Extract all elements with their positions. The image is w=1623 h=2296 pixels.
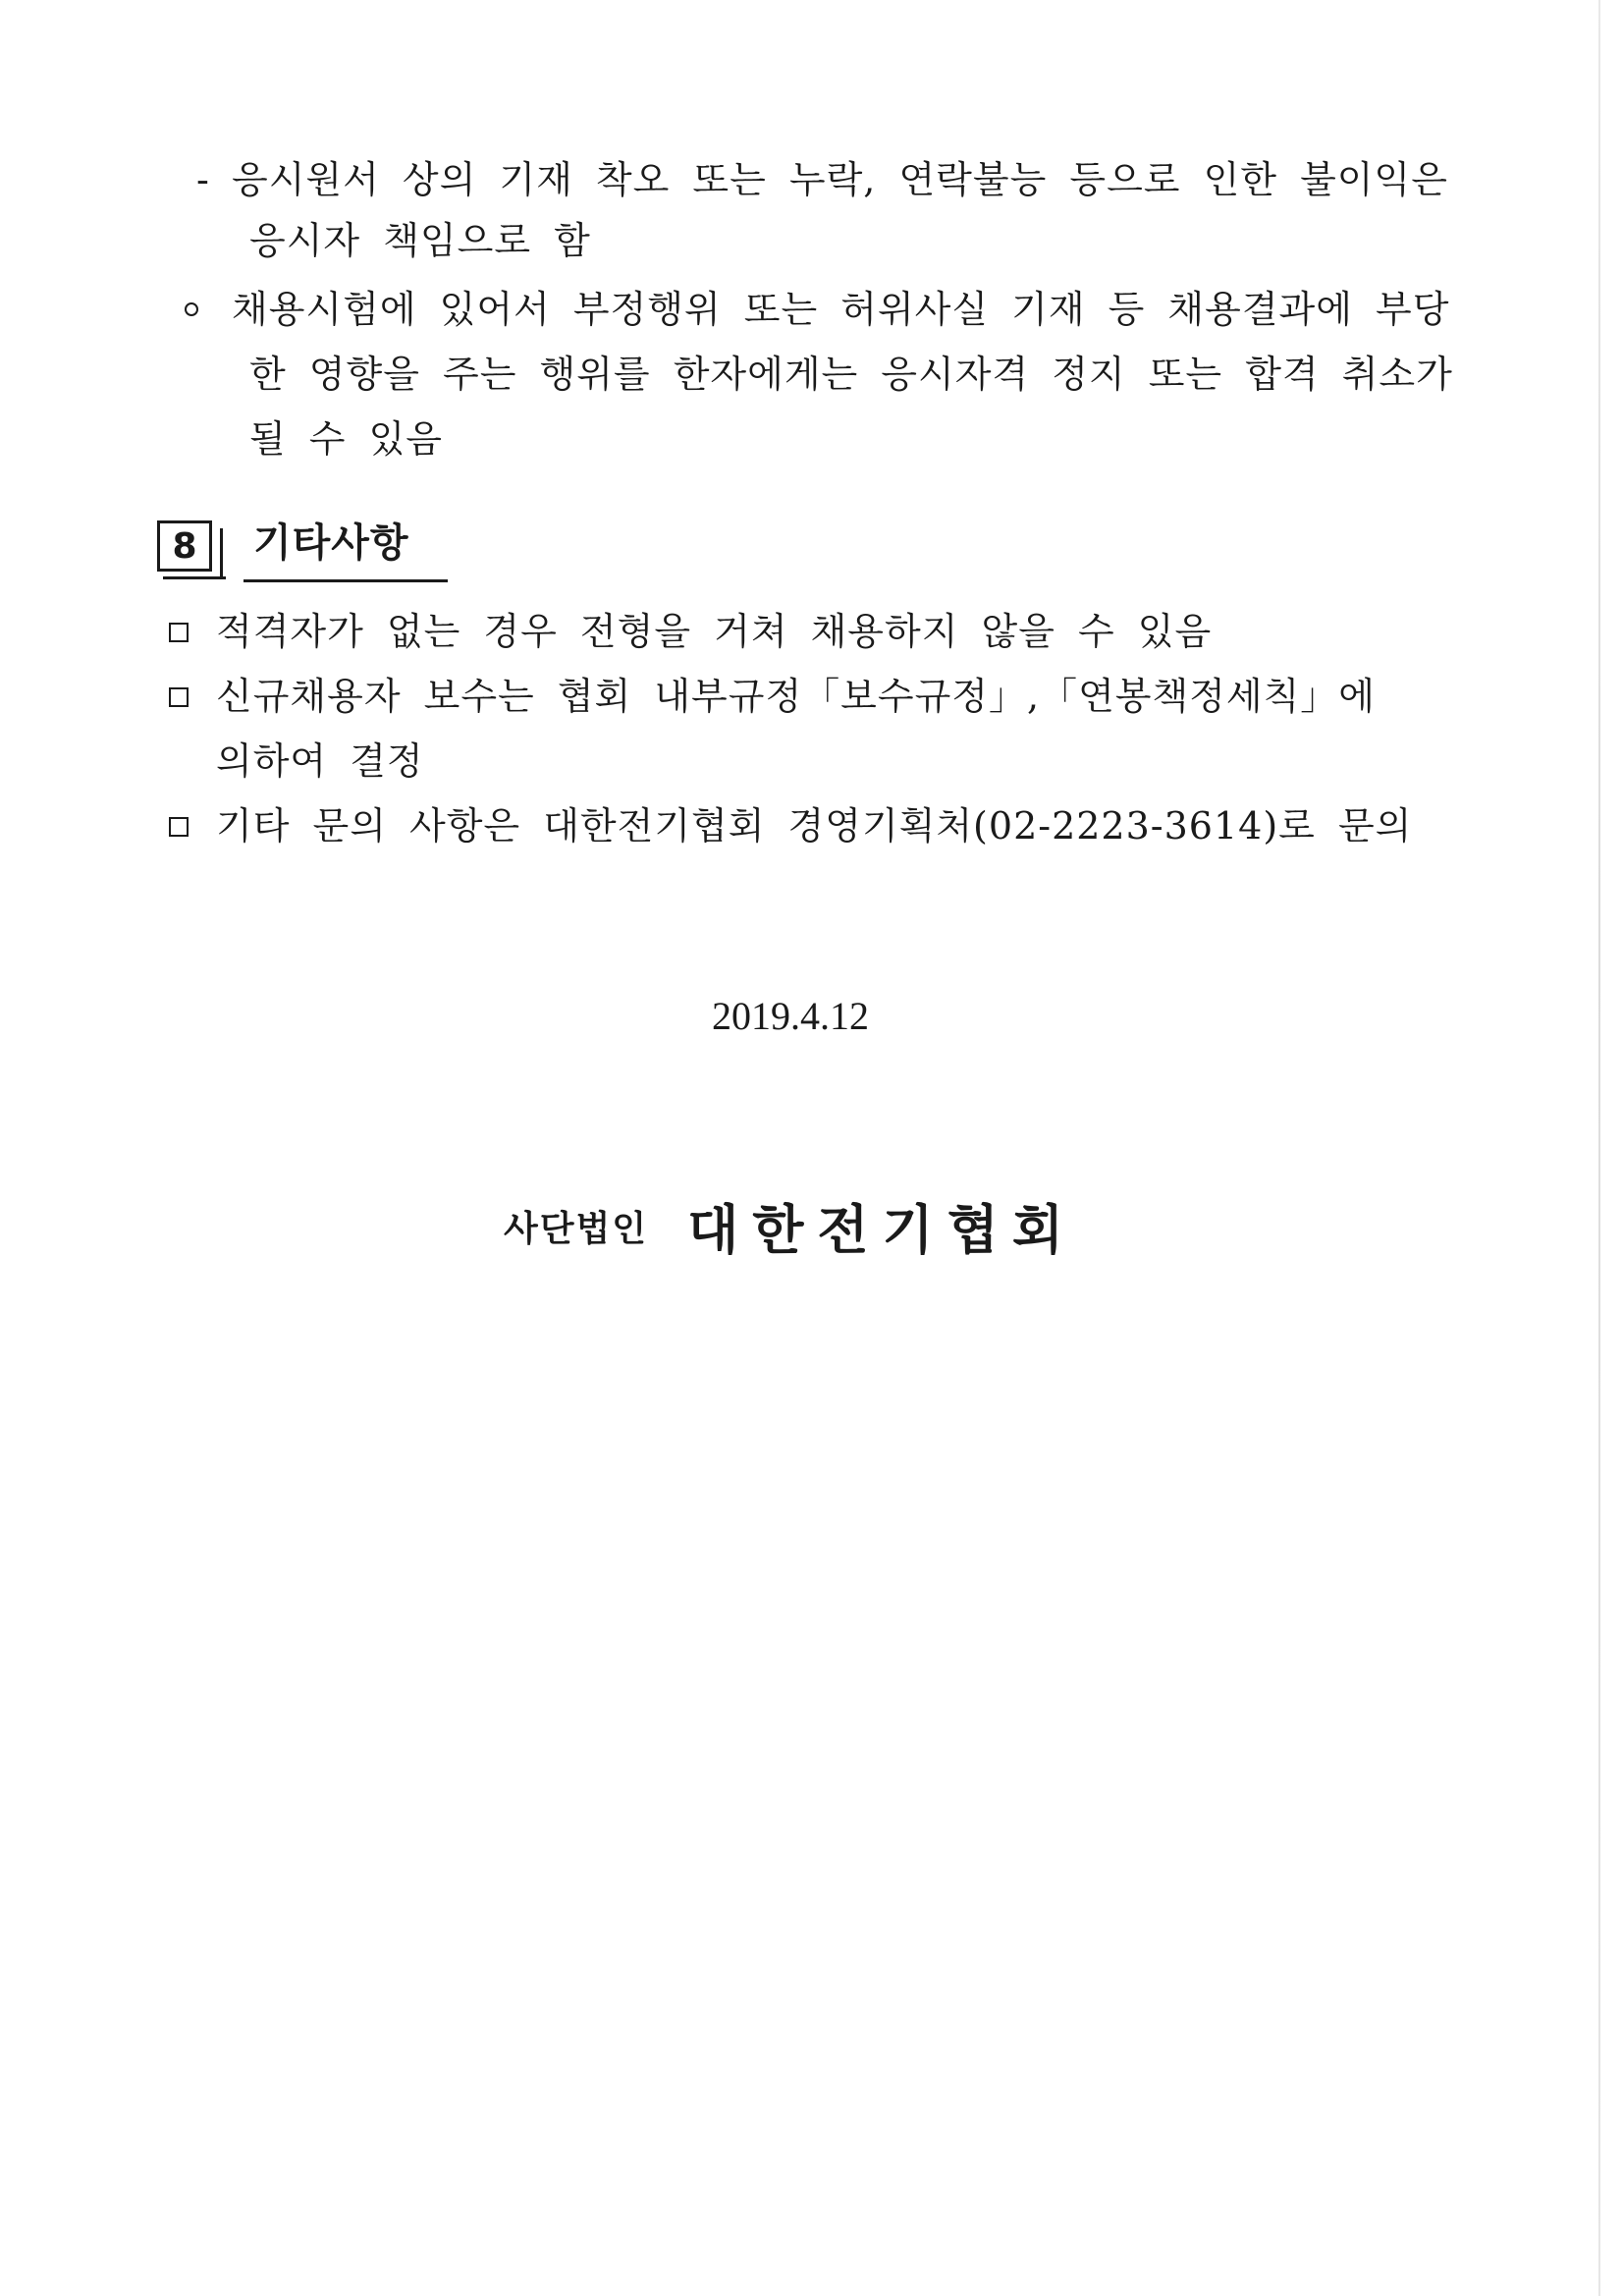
square-bullet-icon: [169, 817, 189, 837]
section-title: 기타사항: [253, 520, 409, 566]
circle-item-line-1: 채용시험에 있어서 부정행위 또는 허위사실 기재 등 채용결과에 부당: [232, 288, 1450, 331]
square-bullet-icon: [169, 687, 189, 707]
dash-marker: -: [196, 158, 209, 201]
section8-item-2-line-1: 신규채용자 보수는 협회 내부규정「보수규정」,「연봉책정세칙」에: [216, 675, 1377, 718]
dash-item-line-2: 응시자 책임으로 함: [249, 219, 591, 262]
document-date: 2019.4.12: [712, 994, 869, 1038]
section8-item-3-line-1: 기타 문의 사항은 대한전기협회 경영기획처(02-2223-3614)로 문의: [216, 804, 1413, 847]
circle-item-line-3: 될 수 있음: [249, 417, 443, 461]
section8-item-2-line-2: 의하여 결정: [216, 739, 424, 783]
section-title-underline: [243, 579, 448, 582]
organization-prefix: 사단법인: [503, 1209, 649, 1249]
section-number-shadow-bottom: [163, 574, 226, 579]
square-bullet-icon: [169, 623, 189, 642]
dash-item-line-1: 응시원서 상의 기재 착오 또는 누락, 연락불능 등으로 인한 불이익은: [232, 158, 1448, 201]
section8-item-1-line-1: 적격자가 없는 경우 전형을 거쳐 채용하지 않을 수 있음: [216, 610, 1213, 653]
section-number-badge: 8: [157, 520, 212, 572]
section-number-shadow: [220, 528, 226, 579]
scan-edge: [1598, 0, 1600, 2296]
organization-name: 대한전기협회: [687, 1198, 1078, 1261]
circle-item-line-2: 한 영향을 주는 행위를 한자에게는 응시자격 정지 또는 합격 취소가: [249, 353, 1453, 396]
organization-signature: [0, 1188, 1581, 1264]
circle-bullet-icon: [185, 302, 198, 316]
